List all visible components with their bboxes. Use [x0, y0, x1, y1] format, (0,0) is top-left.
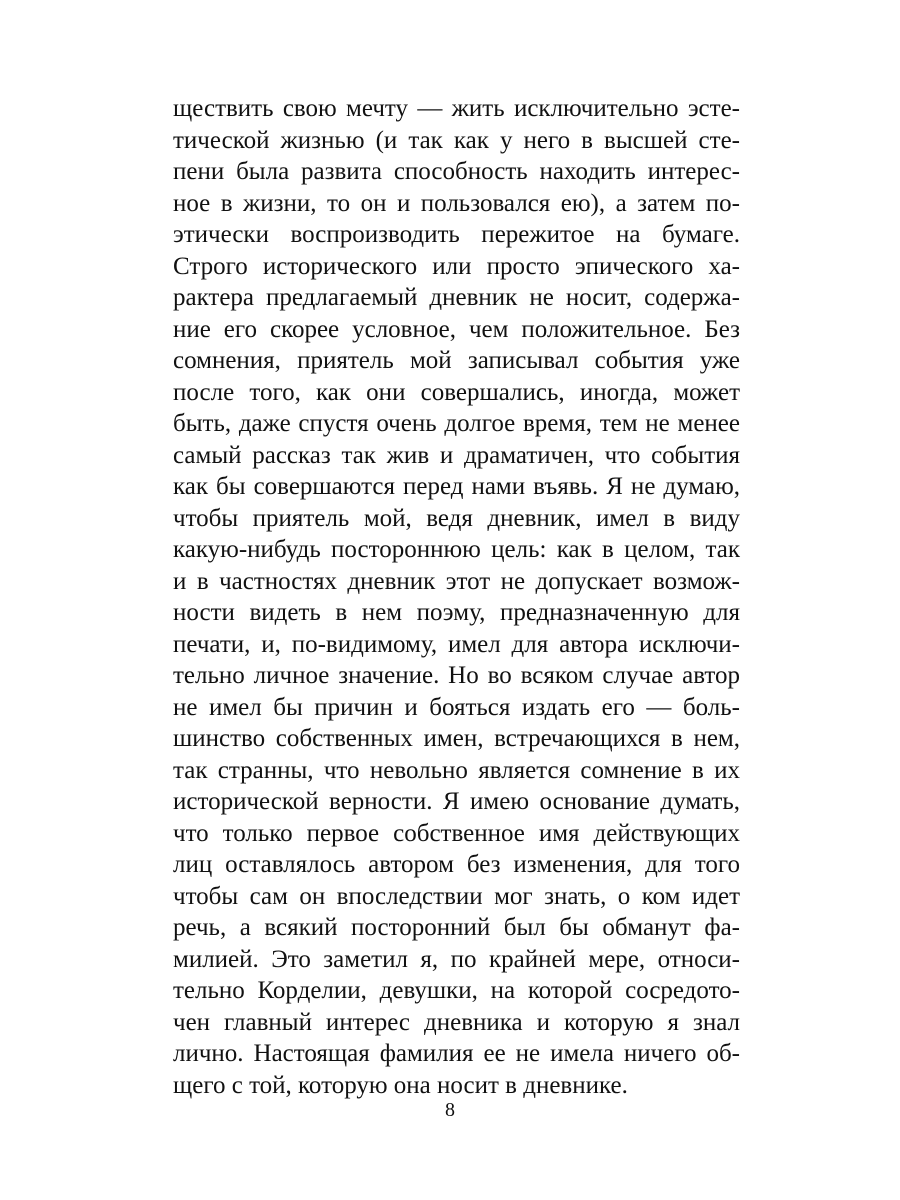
text-line: чтобы сам он впоследствии мог знать, о ком идет — [173, 882, 740, 910]
text-line: печати, и, по-видимому, имел для автора исключи- — [173, 630, 740, 658]
text-line: ние его скорее условное, чем положительное. Без — [173, 315, 740, 343]
text-line: ности видеть в нем поэму, предназначенную для — [173, 599, 740, 626]
text-line: чен главный интерес дневника и которую я знал — [173, 1008, 740, 1036]
text-line: как бы совершаются перед нами въявь. Я не думаю, — [173, 473, 740, 500]
text-line: щего с той, которую она носит в дневнике. — [173, 1071, 628, 1099]
text-line: исторической верности. Я имею основание думать, — [173, 788, 740, 815]
text-line: и в частностях дневник этот не допускает возмож- — [173, 567, 740, 595]
text-line: так странны, что невольно является сомнение в их — [173, 756, 740, 784]
text-line: не имел бы причин и бояться издать его — боль- — [173, 693, 740, 721]
text-line: ществить свою мечту — жить исключительно эсте- — [173, 95, 740, 122]
text-line: этически воспроизводить пережитое на бумаге. — [173, 221, 740, 248]
text-line: сомнения, приятель мой записывал события уже — [173, 347, 740, 374]
text-line: тельно личное значение. Но во всяком случае автор — [173, 662, 740, 689]
text-line: самый рассказ так жив и драматичен, что события — [173, 441, 740, 469]
text-line: рактера предлагаемый дневник не носит, содержа- — [173, 284, 740, 311]
text-line: быть, даже спустя очень долгое время, тем не менее — [173, 410, 740, 437]
text-line: тической жизнью (и так как у него в высшей сте- — [173, 126, 740, 154]
text-line: ное в жизни, то он и пользовался ею), а затем по- — [173, 189, 740, 217]
text-line: Строго исторического или просто эпического ха- — [173, 252, 740, 280]
text-line: милией. Это заметил я, по крайней мере, относи- — [173, 945, 740, 973]
body-text — [173, 93, 740, 1101]
text-line: чтобы приятель мой, ведя дневник, имел в виду — [173, 504, 740, 532]
page-number: 8 — [445, 1099, 455, 1121]
text-line: шинство собственных имен, встречающихся в нем, — [173, 725, 740, 752]
text-line: что только первое собственное имя действующих — [173, 819, 740, 847]
text-line: тельно Корделии, девушки, на которой сосредото- — [173, 977, 740, 1004]
text-line: какую-нибудь постороннюю цель: как в целом, так — [173, 536, 740, 563]
text-line: пени была развита способность находить интерес- — [173, 158, 740, 185]
text-line: речь, а всякий посторонний был бы обманут фа- — [173, 914, 740, 941]
text-line: лично. Настоящая фамилия ее не имела ничего об- — [173, 1040, 740, 1067]
text-line: лиц оставлялось автором без изменения, для того — [173, 851, 740, 878]
text-line: после того, как они совершались, иногда, может — [173, 378, 740, 406]
